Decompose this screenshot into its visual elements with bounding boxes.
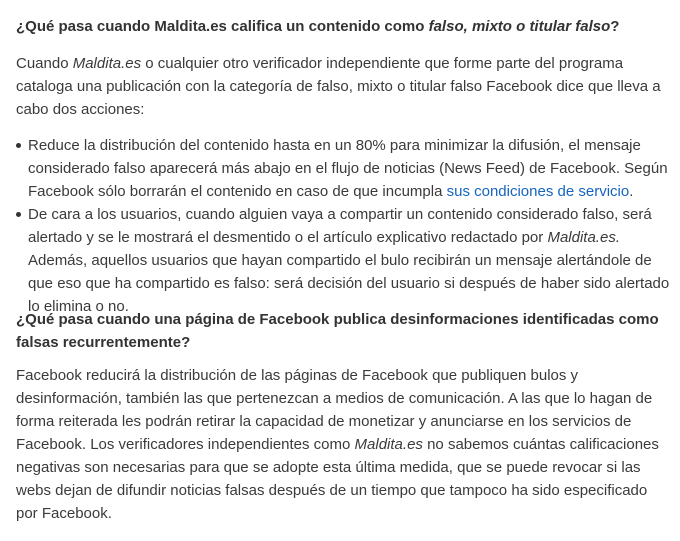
intro-emphasis: Maldita.es [72, 55, 142, 72]
bullet-emphasis: Maldita.es. [547, 229, 620, 246]
heading-text-end: ? [610, 18, 620, 35]
bullet-icon [16, 143, 21, 148]
intro-text-end: o cualquier otro verificador independiente que forme parte del programa cataloga una publicación con la categoría de falso, mixto o titular falso Facebook dice que lleva a cabo dos acciones: [16, 55, 661, 118]
bullet-text: Reduce la distribución del contenido hasta en un 80% para minimizar la difusión, el mensaje considerado falso aparecerá más abajo en el flujo de noticias (News Feed) de Facebook. Según Facebook sólo borrarán el contenido en caso de que incumpla [28, 137, 668, 200]
bullet-text-end: Además, aquellos usuarios que hayan compartido el bulo recibirán un mensaje alertándole de que eso que ha compartido es falso: será decisión del usuario si después de haber sido alertado lo elimina o no. [28, 252, 670, 315]
pages-text-end: no sabemos cuántas calificaciones negativas son necesarias para que se adopte esta última medida, que se puede revocar si las webs dejan de difundir noticias falsas después de un tiempo que tampoco ha sido especificado por Facebook. [16, 436, 659, 522]
list-item [0, 203, 678, 318]
heading-text: ¿Qué pasa cuando Maldita.es califica un contenido como [16, 18, 429, 35]
bullet-text: De cara a los usuarios, cuando alguien vaya a compartir un contenido considerado falso, será alertado y se le mostrará el desmentido o el artículo explicativo redactado por [28, 206, 652, 246]
pages-emphasis: Maldita.es [354, 436, 423, 453]
intro-paragraph [16, 52, 666, 121]
pages-text: Facebook reducirá la distribución de las páginas de Facebook que publiquen bulos y desinformación, también las que pertenezcan a medios de comunicación. A las que lo hagan de forma reiterada les podrán retirar la capacidad de monetizar y anunciarse en los servicios de Facebook. Los verificadores independientes como [16, 367, 653, 453]
heading-emphasis: falso, mixto o titular falso [428, 18, 611, 35]
list-item [0, 134, 678, 203]
intro-text: Cuando [16, 55, 73, 72]
bullet-text-end: . [629, 183, 634, 200]
actions-list [0, 134, 680, 318]
section-heading-calificacion [16, 15, 666, 38]
terms-of-service-link[interactable]: sus condiciones de servicio [446, 183, 630, 200]
pages-paragraph [16, 364, 666, 525]
bullet-icon [16, 212, 21, 217]
section-heading-paginas: ¿Qué pasa cuando una página de Facebook publica desinformaciones identificadas como falsas recurrentemente? [16, 311, 659, 351]
